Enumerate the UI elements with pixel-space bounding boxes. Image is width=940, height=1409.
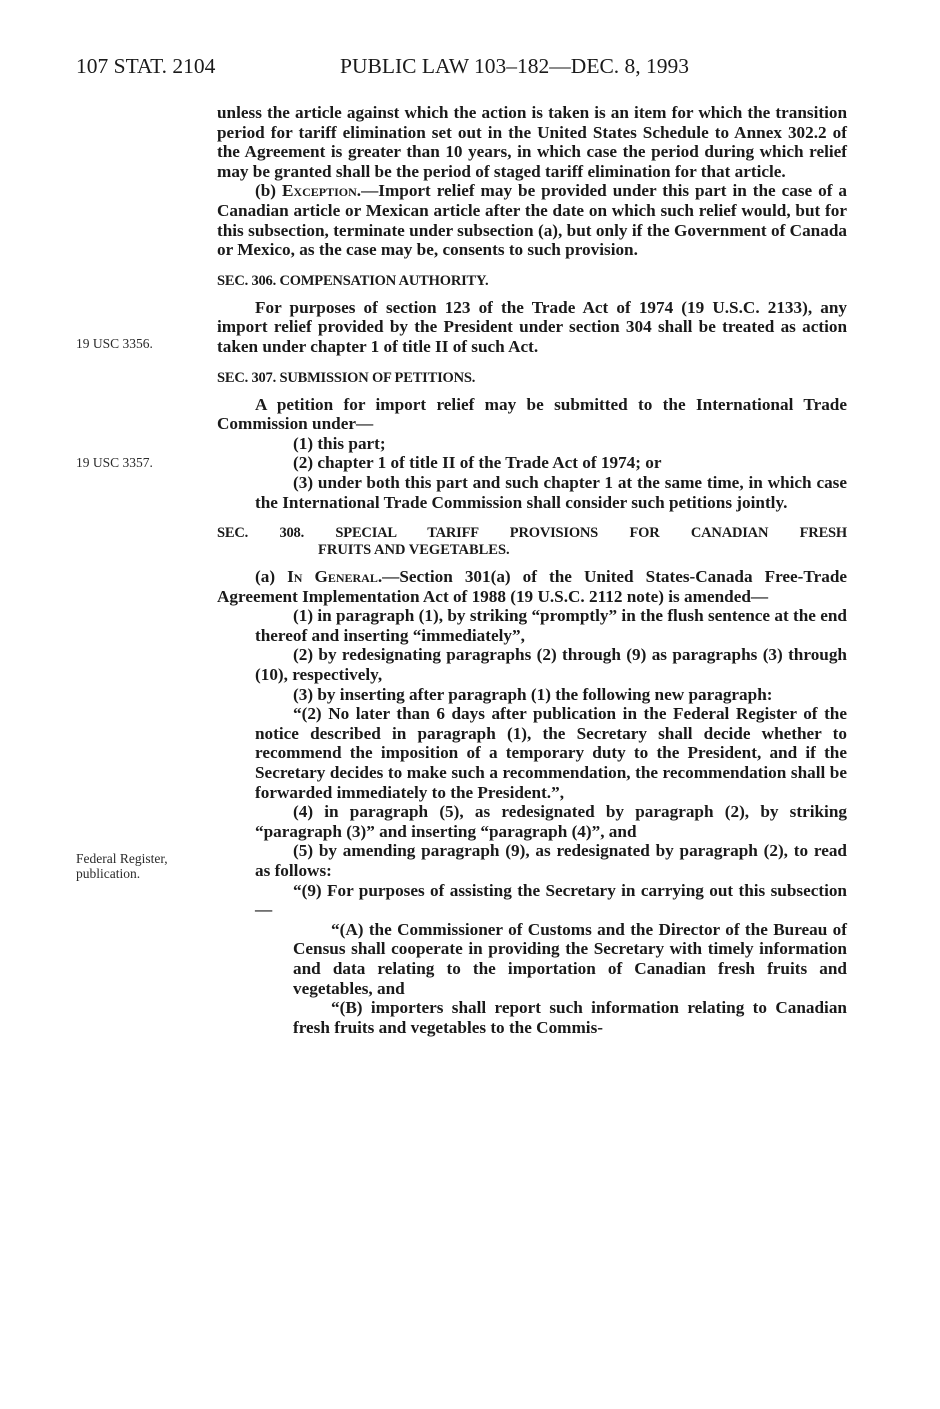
list-item: (5) by amending paragraph (9), as redesignated by paragraph (2), to read as follows: (255, 841, 847, 880)
section-307-text: A petition for import relief may be submitted to the International Trade Commission under— (217, 394, 847, 434)
margin-note-federal-register: Federal Register, publication. (76, 851, 168, 881)
subsection-heading: In General (287, 567, 378, 587)
quoted-paragraph: “(9) For purposes of assisting the Secretary in carrying out this subsection— (255, 880, 847, 920)
section-306-heading: SEC. 306. COMPENSATION AUTHORITY. (217, 272, 489, 289)
list-item: (1) this part; (293, 433, 386, 453)
stat-page-number: 107 STAT. 2104 (76, 54, 216, 78)
subsection-a-in-general: (a) In General.—Section 301(a) of the United States-Canada Free-Trade Agreement Implementation Act of 1988 (19 U.S.C. 2112 note) is amended— (217, 567, 848, 606)
running-header-title: PUBLIC LAW 103–182—DEC. 8, 1993 (340, 54, 690, 78)
list-item: (3) by inserting after paragraph (1) the following new paragraph: (293, 684, 773, 704)
quoted-paragraph: “(2) No later than 6 days after publication in the Federal Register of the notice described in paragraph (1), the Secretary shall decide whether to recommend the imposition of a temporary duty to the President, and if the Secretary decides to make such a recommendation, the recommendation shall be forwarded immediately to the President.”, (255, 704, 847, 802)
section-308-heading-continued: FRUITS AND VEGETABLES. (318, 542, 510, 559)
section-307-heading: SEC. 307. SUBMISSION OF PETITIONS. (217, 369, 476, 386)
list-item: (1) in paragraph (1), by striking “promptly” in the flush sentence at the end thereof and inserting “immediately”, (255, 606, 847, 645)
list-item: (4) in paragraph (5), as redesignated by paragraph (2), by striking “paragraph (3)” and inserting “paragraph (4)”, and (255, 802, 847, 841)
section-306-text: For purposes of section 123 of the Trade Act of 1974 (19 U.S.C. 2133), any import relief provided by the President under section 304 shall be treated as action taken under chapter 1 of title II of such Act. (217, 297, 847, 356)
subsection-heading: Exception (281, 181, 357, 201)
list-item: (3) under both this part and such chapter 1 at the same time, in which case the International Trade Commission shall consider such petitions jointly. (255, 472, 847, 512)
margin-note-usc-3356: 19 USC 3356. (76, 336, 153, 351)
quoted-subparagraph: “(B) importers shall report such information relating to Canadian fresh fruits and vegetables to the Commis- (293, 998, 847, 1037)
list-item: (2) by redesignating paragraphs (2) through (9) as paragraphs (3) through (10), respectively, (255, 645, 847, 685)
list-item: (2) chapter 1 of title II of the Trade Act of 1974; or (293, 453, 662, 473)
section-308-heading: SEC. 308. SPECIAL TARIFF PROVISIONS FOR CANADIAN FRESH (217, 525, 847, 542)
subsection-b-exception: (b) Exception.—Import relief may be provided under this part in the case of a Canadian article or Mexican article after the date on which such relief would, but for this subsection, terminate under subsection (a), but only if the Government of Canada or Mexico, as the case may be, consents to such provision. (217, 181, 847, 260)
margin-note-usc-3357: 19 USC 3357. (76, 455, 153, 470)
body-text (217, 103, 847, 1037)
paragraph-continuation: unless the article against which the action is taken is an item for which the transition period for tariff elimination set out in the United States Schedule to Annex 302.2 of the Agreement is greater than 10 years, in which case the period during which relief may be granted shall be the period of staged tariff elimination for that article. (217, 103, 847, 181)
quoted-subparagraph: “(A) the Commissioner of Customs and the Director of the Bureau of Census shall cooperate in providing the Secretary with timely information and data relating to the importation of Canadian fresh fruits and vegetables, and (293, 919, 847, 998)
